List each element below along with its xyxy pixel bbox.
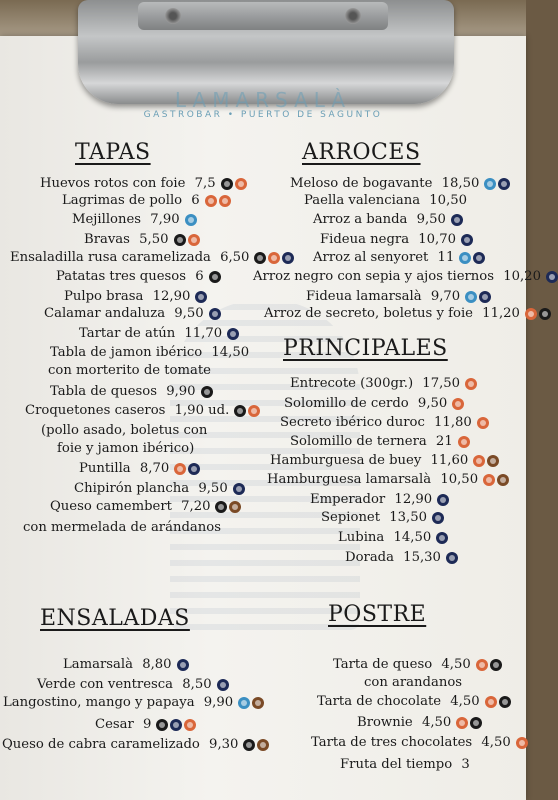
menu-item — [50, 384, 213, 399]
allergen-icon — [233, 483, 245, 495]
menu-item-price: 10,50 — [436, 472, 479, 487]
menu-item-price: 9,90 — [199, 695, 234, 710]
section-title-ensaladas: ENSALADAS — [40, 606, 190, 631]
menu-item-name: Cesar — [95, 717, 134, 732]
allergen-icons — [209, 308, 221, 320]
allergen-icon — [174, 234, 186, 246]
allergen-icon — [221, 178, 233, 190]
section-title-arroces: ARROCES — [302, 140, 421, 165]
menu-item-price: 4,50 — [437, 657, 471, 672]
menu-item-name: Emperador — [310, 492, 386, 507]
menu-item-name: Paella valenciana — [304, 193, 421, 208]
allergen-icon — [184, 719, 196, 731]
allergen-icons — [201, 386, 213, 398]
menu-item — [357, 715, 482, 730]
allergen-icons — [458, 436, 470, 448]
menu-item-name: Fruta del tiempo — [340, 757, 453, 772]
menu-item-name: Lamarsalà — [63, 657, 134, 672]
allergen-icon — [188, 234, 200, 246]
menu-item-name: con mermelada de arándanos — [23, 520, 221, 535]
menu-item-name: Fideua lamarsalà — [306, 289, 422, 304]
menu-item-name: Queso camembert — [50, 499, 172, 514]
menu-item-price: 8,80 — [138, 657, 172, 672]
menu-item-name: Queso de cabra caramelizado — [2, 737, 200, 752]
allergen-icon — [525, 308, 537, 320]
menu-item — [311, 735, 528, 750]
menu-item-name: Dorada — [345, 550, 394, 565]
menu-item — [79, 461, 200, 476]
menu-item — [264, 306, 551, 321]
menu-item-name: Solomillo de ternera — [290, 434, 427, 449]
menu-item-price: 9,50 — [194, 481, 228, 496]
brand-name: LAMARSALÀ — [174, 88, 352, 112]
menu-item-name: Fideua negra — [320, 232, 410, 247]
allergen-icon — [227, 328, 239, 340]
menu-item-price: 6,50 — [215, 250, 250, 265]
allergen-icon — [458, 436, 470, 448]
menu-item-price: 11 — [433, 250, 455, 265]
allergen-icon — [470, 717, 482, 729]
menu-item-price: 11,80 — [429, 415, 472, 430]
menu-item — [95, 717, 196, 732]
allergen-icon — [205, 195, 217, 207]
allergen-icons — [484, 178, 510, 190]
allergen-icon — [490, 659, 502, 671]
menu-item — [317, 694, 511, 709]
menu-item-price: 9,50 — [412, 212, 446, 227]
allergen-icon — [229, 501, 241, 513]
allergen-icons — [185, 214, 197, 226]
menu-item-name: Puntilla — [79, 461, 131, 476]
menu-item-name: Hamburguesa lamarsalà — [267, 472, 432, 487]
menu-item — [345, 550, 458, 565]
allergen-icon — [465, 291, 477, 303]
menu-item — [84, 232, 200, 247]
allergen-icon — [170, 719, 182, 731]
menu-item-price: 10,50 — [425, 193, 468, 208]
menu-item-name: Arroz al senyoret — [313, 250, 429, 265]
allergen-icon — [432, 512, 444, 524]
menu-item — [62, 193, 231, 208]
menu-item-price: 8,70 — [135, 461, 170, 476]
allergen-icon — [177, 659, 189, 671]
menu-item — [270, 453, 499, 468]
menu-item-name: Arroz a banda — [313, 212, 408, 227]
menu-item-name: con morterito de tomate — [48, 363, 211, 378]
allergen-icon — [252, 697, 264, 709]
menu-item-price: 9,70 — [426, 289, 461, 304]
menu-item-name: Tarta de queso — [333, 657, 433, 672]
menu-item — [64, 289, 207, 304]
menu-item — [72, 212, 197, 227]
menu-item-name: Calamar andaluza — [44, 306, 166, 321]
allergen-icons — [432, 512, 444, 524]
menu-item-price: 13,50 — [385, 510, 427, 525]
allergen-icons — [254, 252, 294, 264]
allergen-icon — [477, 417, 489, 429]
menu-item — [50, 499, 241, 514]
menu-item — [306, 289, 491, 304]
allergen-icons — [238, 697, 264, 709]
menu-item-price: 4,50 — [477, 735, 511, 750]
menu-item-name: Ensaladilla rusa caramelizada — [10, 250, 211, 265]
menu-item — [310, 492, 449, 507]
allergen-icon — [257, 739, 269, 751]
menu-item-price: 8,50 — [178, 677, 212, 692]
menu-item-name: Bravas — [84, 232, 130, 247]
menu-item-price: 4,50 — [446, 694, 480, 709]
allergen-icon — [235, 178, 247, 190]
menu-item — [290, 376, 477, 391]
menu-item-price: 6 — [187, 193, 200, 208]
allergen-icon — [456, 717, 468, 729]
menu-item-price: 7,5 — [190, 176, 216, 191]
menu-item — [304, 193, 467, 208]
menu-item-name: Tabla de quesos — [50, 384, 157, 399]
allergen-icon — [487, 455, 499, 467]
menu-item-price: 12,90 — [148, 289, 191, 304]
allergen-icon — [156, 719, 168, 731]
menu-item — [338, 530, 448, 545]
menu-item-name: Langostino, mango y papaya — [3, 695, 195, 710]
menu-item-price: 6 — [191, 269, 204, 284]
menu-item-name: Tabla de jamon ibérico — [50, 345, 203, 360]
allergen-icon — [217, 679, 229, 691]
allergen-icon — [479, 291, 491, 303]
menu-item-name: Patatas tres quesos — [56, 269, 187, 284]
menu-item-name: Lagrimas de pollo — [62, 193, 183, 208]
menu-item-price: 11,20 — [477, 306, 520, 321]
menu-item — [3, 695, 264, 710]
allergen-icon — [499, 696, 511, 708]
menu-item-price: 4,50 — [417, 715, 452, 730]
allergen-icons — [446, 552, 458, 564]
menu-item — [313, 250, 485, 265]
menu-item — [320, 232, 473, 247]
menu-item — [79, 326, 239, 341]
allergen-icons — [227, 328, 239, 340]
menu-item — [74, 481, 245, 496]
menu-item-name: Arroz negro con sepia y ajos tiernos — [253, 269, 495, 284]
menu-item-name: Tartar de atún — [79, 326, 176, 341]
menu-item — [280, 415, 489, 430]
allergen-icons — [437, 494, 449, 506]
menu-item-name: Huevos rotos con foie — [40, 176, 186, 191]
menu-item-name: Croquetones caseros — [25, 403, 166, 418]
allergen-icons — [477, 417, 489, 429]
menu-item — [284, 396, 464, 411]
allergen-icon — [516, 737, 528, 749]
menu-item-price: 15,30 — [398, 550, 441, 565]
menu-item — [40, 176, 247, 191]
section-title-principales: PRINCIPALES — [283, 336, 448, 361]
menu-item-name: con arandanos — [364, 675, 463, 690]
menu-item-name: Verde con ventresca — [37, 677, 174, 692]
allergen-icons — [234, 405, 260, 417]
allergen-icon — [539, 308, 551, 320]
menu-item-price: 1,90 ud. — [170, 403, 230, 418]
allergen-icon — [498, 178, 510, 190]
screw-icon — [345, 8, 361, 24]
menu-item — [44, 306, 221, 321]
menu-item-name: Hamburguesa de buey — [270, 453, 422, 468]
allergen-icon — [476, 659, 488, 671]
allergen-icon — [219, 195, 231, 207]
allergen-icon — [201, 386, 213, 398]
allergen-icons — [436, 532, 448, 544]
menu-item — [290, 434, 470, 449]
allergen-icons — [452, 398, 464, 410]
menu-item-name: Sepionet — [321, 510, 381, 525]
brand-tagline: GASTROBAR • PUERTO DE SAGUNTO — [143, 110, 383, 120]
allergen-icons — [243, 739, 269, 751]
allergen-icons — [476, 659, 502, 671]
menu-item — [48, 363, 211, 378]
menu-item-price: 7,90 — [146, 212, 180, 227]
allergen-icon — [485, 696, 497, 708]
allergen-icons — [195, 291, 207, 303]
menu-item-price: 3 — [457, 757, 470, 772]
menu-item-price: 9 — [138, 717, 152, 732]
menu-item-price: 17,50 — [418, 376, 461, 391]
allergen-icon — [436, 532, 448, 544]
allergen-icons — [177, 659, 189, 671]
allergen-icon — [248, 405, 260, 417]
menu-item — [2, 737, 269, 752]
allergen-icons — [233, 483, 245, 495]
allergen-icon — [473, 252, 485, 264]
menu-item — [340, 757, 470, 772]
allergen-icons — [215, 501, 241, 513]
allergen-icon — [215, 501, 227, 513]
menu-item-price: 9,90 — [162, 384, 196, 399]
allergen-icon — [234, 405, 246, 417]
menu-item-price: 21 — [431, 434, 453, 449]
menu-item-name: Mejillones — [72, 212, 142, 227]
menu-item-price: 11,60 — [426, 453, 469, 468]
menu-item-name: Secreto ibérico duroc — [280, 415, 425, 430]
allergen-icon — [473, 455, 485, 467]
menu-item-price: 9,30 — [204, 737, 239, 752]
allergen-icon — [243, 739, 255, 751]
menu-item-name: Entrecote (300gr.) — [290, 376, 414, 391]
menu-item — [41, 423, 207, 438]
menu-item-price: 9,50 — [170, 306, 204, 321]
allergen-icon — [188, 463, 200, 475]
allergen-icon — [437, 494, 449, 506]
menu-item — [37, 677, 229, 692]
menu-item-name: Arroz de secreto, boletus y foie — [264, 306, 473, 321]
allergen-icons — [546, 271, 558, 283]
menu-item — [50, 345, 249, 360]
allergen-icon — [446, 552, 458, 564]
menu-item-price: 10,20 — [499, 269, 541, 284]
allergen-icon — [459, 252, 471, 264]
menu-item — [253, 269, 558, 284]
allergen-icons — [209, 271, 221, 283]
allergen-icon — [546, 271, 558, 283]
menu-item — [313, 212, 463, 227]
menu-item-price: 11,70 — [180, 326, 223, 341]
menu-item — [10, 250, 294, 265]
allergen-icon — [209, 271, 221, 283]
allergen-icons — [156, 719, 196, 731]
allergen-icons — [174, 463, 200, 475]
allergen-icon — [484, 178, 496, 190]
menu-item — [56, 269, 221, 284]
menu-item — [290, 176, 510, 191]
allergen-icon — [465, 378, 477, 390]
section-title-postre: POSTRE — [328, 602, 427, 627]
allergen-icon — [209, 308, 221, 320]
menu-item-price: 14,50 — [207, 345, 250, 360]
allergen-icon — [451, 214, 463, 226]
allergen-icon — [195, 291, 207, 303]
menu-item-price: 7,20 — [176, 499, 211, 514]
allergen-icons — [516, 737, 528, 749]
menu-item — [333, 657, 502, 672]
menu-item-name: Pulpo brasa — [64, 289, 144, 304]
menu-item — [267, 472, 509, 487]
menu-item — [57, 441, 194, 456]
allergen-icons — [525, 308, 551, 320]
allergen-icons — [483, 474, 509, 486]
menu-item — [23, 520, 221, 535]
allergen-icon — [174, 463, 186, 475]
allergen-icon — [238, 697, 250, 709]
menu-item-name: Meloso de bogavante — [290, 176, 433, 191]
allergen-icon — [497, 474, 509, 486]
menu-item-name: Solomillo de cerdo — [284, 396, 409, 411]
allergen-icons — [465, 378, 477, 390]
menu-item-name: Tarta de chocolate — [317, 694, 442, 709]
allergen-icons — [451, 214, 463, 226]
menu-item-name: Chipirón plancha — [74, 481, 190, 496]
allergen-icons — [473, 455, 499, 467]
allergen-icons — [459, 252, 485, 264]
allergen-icon — [461, 234, 473, 246]
menu-item — [63, 657, 189, 672]
menu-item — [364, 675, 462, 690]
menu-item-price: 14,50 — [389, 530, 432, 545]
menu-item — [25, 403, 260, 418]
allergen-icon — [282, 252, 294, 264]
allergen-icons — [485, 696, 511, 708]
allergen-icon — [268, 252, 280, 264]
allergen-icon — [185, 214, 197, 226]
allergen-icons — [221, 178, 247, 190]
brand-logo — [0, 88, 526, 120]
menu-item-name: foie y jamon ibérico) — [57, 441, 195, 456]
menu-item-price: 12,90 — [390, 492, 433, 507]
allergen-icon — [254, 252, 266, 264]
menu-item-price: 5,50 — [134, 232, 169, 247]
menu-item-name: (pollo asado, boletus con — [41, 423, 208, 438]
menu-item-price: 10,70 — [414, 232, 457, 247]
menu-item — [321, 510, 444, 525]
menu-item-name: Brownie — [357, 715, 413, 730]
allergen-icon — [452, 398, 464, 410]
menu-item-price: 18,50 — [437, 176, 480, 191]
section-title-tapas: TAPAS — [75, 140, 151, 165]
allergen-icons — [456, 717, 482, 729]
allergen-icons — [174, 234, 200, 246]
menu-item-name: Tarta de tres chocolates — [311, 735, 473, 750]
allergen-icons — [205, 195, 231, 207]
menu-item-name: Lubina — [338, 530, 385, 545]
allergen-icon — [483, 474, 495, 486]
allergen-icons — [465, 291, 491, 303]
allergen-icons — [461, 234, 473, 246]
screw-icon — [165, 8, 181, 24]
menu-item-price: 9,50 — [413, 396, 448, 411]
allergen-icons — [217, 679, 229, 691]
